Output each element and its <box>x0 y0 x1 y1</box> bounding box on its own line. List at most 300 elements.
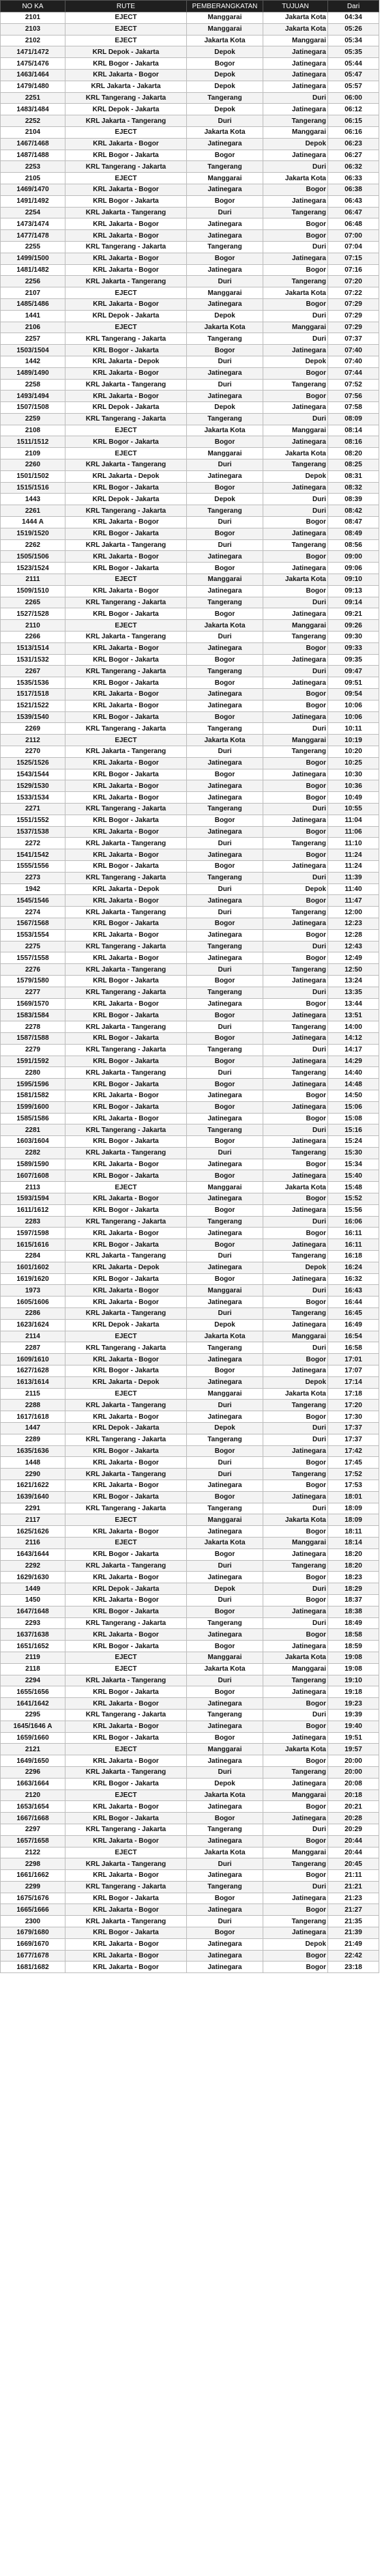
cell-pemberangkatan: Jatinegara <box>187 138 263 150</box>
cell-pemberangkatan: Jakarta Kota <box>187 1331 263 1342</box>
cell-tujuan: Manggarai <box>263 1537 328 1548</box>
table-row <box>1 115 379 127</box>
cell-no-ka: 2115 <box>1 1388 65 1400</box>
table-row <box>1 769 379 780</box>
cell-tujuan: Jatinegara <box>263 1136 328 1148</box>
cell-pemberangkatan: Jakarta Kota <box>187 1663 263 1675</box>
cell-no-ka: 2121 <box>1 1744 65 1755</box>
cell-rute: KRL Jakarta - Bogor <box>65 1354 187 1365</box>
cell-tujuan: Bogor <box>263 264 328 276</box>
cell-rute: KRL Jakarta - Bogor <box>65 1870 187 1882</box>
cell-pemberangkatan: Jatinegara <box>187 1159 263 1170</box>
cell-no-ka: 2117 <box>1 1514 65 1526</box>
cell-no-ka: 1551/1552 <box>1 815 65 826</box>
cell-pemberangkatan: Duri <box>187 1858 263 1870</box>
cell-no-ka: 1607/1608 <box>1 1170 65 1182</box>
cell-pemberangkatan: Jatinegara <box>187 1962 263 1973</box>
cell-tujuan: Duri <box>263 161 328 173</box>
cell-rute: EJECT <box>65 1514 187 1526</box>
cell-dari: 14:48 <box>328 1079 379 1090</box>
cell-rute: KRL Jakarta - Depok <box>65 356 187 367</box>
table-row <box>1 1847 379 1858</box>
cell-no-ka: 2270 <box>1 746 65 758</box>
cell-rute: KRL Depok - Jakarta <box>65 402 187 414</box>
cell-pemberangkatan: Depok <box>187 1423 263 1434</box>
cell-dari: 14:29 <box>328 1056 379 1067</box>
table-row <box>1 1297 379 1308</box>
cell-tujuan: Jatinegara <box>263 345 328 356</box>
table-row <box>1 1388 379 1400</box>
cell-dari: 06:00 <box>328 92 379 104</box>
cell-rute: KRL Jakarta - Tangerang <box>65 1067 187 1079</box>
table-row <box>1 436 379 448</box>
cell-rute: KRL Jakarta - Bogor <box>65 1411 187 1423</box>
table-row <box>1 597 379 608</box>
cell-no-ka: 1469/1470 <box>1 184 65 195</box>
cell-pemberangkatan: Jatinegara <box>187 849 263 861</box>
cell-pemberangkatan: Duri <box>187 539 263 551</box>
cell-dari: 14:17 <box>328 1044 379 1056</box>
cell-no-ka: 1509/1510 <box>1 585 65 597</box>
cell-rute: KRL Jakarta - Tangerang <box>65 1147 187 1159</box>
cell-no-ka: 1579/1580 <box>1 975 65 987</box>
cell-rute: KRL Jakarta - Bogor <box>65 1228 187 1239</box>
cell-no-ka: 2258 <box>1 379 65 391</box>
cell-no-ka: 2259 <box>1 413 65 425</box>
cell-pemberangkatan: Bogor <box>187 58 263 70</box>
table-row <box>1 1629 379 1641</box>
cell-rute: KRL Jakarta - Bogor <box>65 391 187 402</box>
table-row <box>1 138 379 150</box>
cell-dari: 10:06 <box>328 711 379 723</box>
cell-rute: KRL Tangerang - Jakarta <box>65 803 187 815</box>
cell-no-ka: 1567/1568 <box>1 918 65 929</box>
cell-no-ka: 1543/1544 <box>1 769 65 780</box>
cell-tujuan: Tangerang <box>263 1766 328 1778</box>
cell-rute: KRL Bogor - Jakarta <box>65 1056 187 1067</box>
cell-rute: KRL Bogor - Jakarta <box>65 1365 187 1377</box>
cell-dari: 09:14 <box>328 597 379 608</box>
cell-pemberangkatan: Manggarai <box>187 1182 263 1193</box>
cell-rute: KRL Jakarta - Tangerang <box>65 1766 187 1778</box>
cell-dari: 17:07 <box>328 1365 379 1377</box>
cell-rute: EJECT <box>65 1652 187 1663</box>
cell-pemberangkatan: Jatinegara <box>187 184 263 195</box>
table-row <box>1 218 379 230</box>
cell-tujuan: Bogor <box>263 1090 328 1101</box>
cell-tujuan: Tangerang <box>263 632 328 643</box>
table-row <box>1 907 379 918</box>
table-row <box>1 1480 379 1492</box>
cell-pemberangkatan: Jakarta Kota <box>187 322 263 333</box>
cell-dari: 18:59 <box>328 1641 379 1652</box>
cell-tujuan: Jatinegara <box>263 654 328 666</box>
table-row <box>1 1308 379 1320</box>
cell-rute: KRL Jakarta - Bogor <box>65 1938 187 1950</box>
cell-rute: KRL Jakarta - Bogor <box>65 1698 187 1710</box>
cell-dari: 15:24 <box>328 1136 379 1148</box>
cell-dari: 10:36 <box>328 780 379 792</box>
cell-dari: 10:06 <box>328 700 379 711</box>
cell-pemberangkatan: Tangerang <box>187 1216 263 1228</box>
cell-pemberangkatan: Depok <box>187 81 263 92</box>
cell-tujuan: Bogor <box>263 1801 328 1813</box>
cell-pemberangkatan: Bogor <box>187 1365 263 1377</box>
cell-no-ka: 2298 <box>1 1858 65 1870</box>
cell-pemberangkatan: Jatinegara <box>187 1526 263 1538</box>
cell-rute: KRL Depok - Jakarta <box>65 1423 187 1434</box>
cell-no-ka: 2267 <box>1 666 65 677</box>
cell-no-ka: 1517/1518 <box>1 689 65 700</box>
cell-no-ka: 1621/1622 <box>1 1480 65 1492</box>
cell-rute: KRL Jakarta - Tangerang <box>65 1675 187 1686</box>
table-row <box>1 975 379 987</box>
cell-tujuan: Bogor <box>263 230 328 242</box>
cell-tujuan: Jatinegara <box>263 1813 328 1824</box>
cell-tujuan: Jatinegara <box>263 528 328 539</box>
cell-dari: 06:16 <box>328 126 379 138</box>
cell-no-ka: 1629/1630 <box>1 1572 65 1583</box>
cell-pemberangkatan: Tangerang <box>187 92 263 104</box>
cell-dari: 11:24 <box>328 860 379 872</box>
cell-rute: KRL Jakarta - Tangerang <box>65 1916 187 1927</box>
cell-no-ka: 1491/1492 <box>1 195 65 207</box>
cell-tujuan: Tangerang <box>263 1560 328 1572</box>
cell-rute: KRL Bogor - Jakarta <box>65 1239 187 1251</box>
cell-no-ka: 2103 <box>1 23 65 35</box>
cell-no-ka: 1535/1536 <box>1 677 65 689</box>
header-dari: Dari <box>328 1 379 12</box>
cell-dari: 21:49 <box>328 1938 379 1950</box>
cell-dari: 13:51 <box>328 1010 379 1021</box>
cell-dari: 08:56 <box>328 539 379 551</box>
cell-dari: 10:49 <box>328 792 379 804</box>
cell-rute: KRL Jakarta - Tangerang <box>65 838 187 849</box>
table-row <box>1 505 379 517</box>
cell-no-ka: 2300 <box>1 1916 65 1927</box>
cell-tujuan: Jakarta Kota <box>263 23 328 35</box>
cell-rute: KRL Jakarta - Bogor <box>65 1113 187 1124</box>
cell-no-ka: 1523/1524 <box>1 563 65 574</box>
cell-no-ka: 2252 <box>1 115 65 127</box>
table-row <box>1 551 379 563</box>
cell-rute: EJECT <box>65 620 187 632</box>
cell-no-ka: 2265 <box>1 597 65 608</box>
cell-pemberangkatan: Jatinegara <box>187 1870 263 1882</box>
cell-pemberangkatan: Bogor <box>187 436 263 448</box>
cell-pemberangkatan: Jatinegara <box>187 585 263 597</box>
cell-no-ka: 2274 <box>1 907 65 918</box>
cell-pemberangkatan: Duri <box>187 1021 263 1033</box>
table-row <box>1 1204 379 1216</box>
table-row <box>1 287 379 299</box>
table-row <box>1 883 379 895</box>
cell-tujuan: Bogor <box>263 700 328 711</box>
cell-pemberangkatan: Bogor <box>187 1010 263 1021</box>
cell-tujuan: Jakarta Kota <box>263 574 328 586</box>
cell-no-ka: 1667/1668 <box>1 1813 65 1824</box>
cell-dari: 09:13 <box>328 585 379 597</box>
cell-no-ka: 1483/1484 <box>1 104 65 115</box>
cell-rute: KRL Jakarta - Depok <box>65 470 187 482</box>
cell-pemberangkatan: Jatinegara <box>187 929 263 941</box>
cell-dari: 09:21 <box>328 608 379 620</box>
cell-dari: 18:20 <box>328 1560 379 1572</box>
cell-no-ka: 2276 <box>1 964 65 976</box>
cell-dari: 16:58 <box>328 1342 379 1354</box>
cell-pemberangkatan: Depok <box>187 46 263 58</box>
cell-no-ka: 2273 <box>1 872 65 883</box>
table-row <box>1 173 379 184</box>
table-row <box>1 1228 379 1239</box>
cell-tujuan: Bogor <box>263 1113 328 1124</box>
cell-dari: 19:39 <box>328 1709 379 1721</box>
cell-pemberangkatan: Bogor <box>187 345 263 356</box>
cell-tujuan: Jakarta Kota <box>263 173 328 184</box>
cell-no-ka: 2110 <box>1 620 65 632</box>
cell-no-ka: 1481/1482 <box>1 264 65 276</box>
cell-no-ka: 1583/1584 <box>1 1010 65 1021</box>
table-row <box>1 1824 379 1835</box>
cell-tujuan: Jatinegara <box>263 1010 328 1021</box>
cell-dari: 11:47 <box>328 895 379 907</box>
table-row <box>1 1709 379 1721</box>
cell-dari: 05:26 <box>328 23 379 35</box>
cell-pemberangkatan: Depok <box>187 1319 263 1331</box>
cell-rute: KRL Bogor - Jakarta <box>65 1032 187 1044</box>
cell-dari: 21:11 <box>328 1870 379 1882</box>
cell-no-ka: 2260 <box>1 459 65 471</box>
cell-tujuan: Jatinegara <box>263 1032 328 1044</box>
table-row <box>1 391 379 402</box>
cell-dari: 15:40 <box>328 1170 379 1182</box>
cell-dari: 10:20 <box>328 746 379 758</box>
cell-pemberangkatan: Jatinegara <box>187 1297 263 1308</box>
cell-dari: 09:47 <box>328 666 379 677</box>
cell-tujuan: Duri <box>263 333 328 345</box>
cell-rute: KRL Jakarta - Bogor <box>65 1594 187 1606</box>
cell-tujuan: Jatinegara <box>263 1491 328 1503</box>
cell-tujuan: Duri <box>263 413 328 425</box>
cell-no-ka: 1503/1504 <box>1 345 65 356</box>
cell-dari: 18:09 <box>328 1514 379 1526</box>
cell-no-ka: 1557/1558 <box>1 952 65 964</box>
table-row <box>1 1469 379 1480</box>
cell-pemberangkatan: Bogor <box>187 1204 263 1216</box>
cell-no-ka: 2293 <box>1 1617 65 1629</box>
cell-rute: KRL Bogor - Jakarta <box>65 1778 187 1789</box>
cell-dari: 10:55 <box>328 803 379 815</box>
table-row <box>1 642 379 654</box>
cell-pemberangkatan: Duri <box>187 1916 263 1927</box>
table-row <box>1 711 379 723</box>
cell-rute: KRL Jakarta - Bogor <box>65 1962 187 1973</box>
cell-tujuan: Duri <box>263 723 328 735</box>
table-row <box>1 1755 379 1767</box>
cell-no-ka: 1643/1644 <box>1 1548 65 1560</box>
cell-rute: KRL Bogor - Jakarta <box>65 436 187 448</box>
cell-pemberangkatan: Tangerang <box>187 987 263 998</box>
cell-no-ka: 2118 <box>1 1663 65 1675</box>
cell-pemberangkatan: Manggarai <box>187 12 263 24</box>
cell-rute: KRL Jakarta - Bogor <box>65 184 187 195</box>
cell-no-ka: 1623/1624 <box>1 1319 65 1331</box>
cell-tujuan: Bogor <box>263 1572 328 1583</box>
table-row <box>1 1594 379 1606</box>
table-row <box>1 264 379 276</box>
cell-dari: 15:08 <box>328 1113 379 1124</box>
cell-rute: KRL Jakarta - Bogor <box>65 1801 187 1813</box>
cell-dari: 15:52 <box>328 1193 379 1205</box>
cell-no-ka: 2102 <box>1 35 65 46</box>
cell-dari: 21:23 <box>328 1893 379 1904</box>
cell-no-ka: 2255 <box>1 241 65 253</box>
table-row <box>1 46 379 58</box>
cell-dari: 18:09 <box>328 1503 379 1514</box>
cell-tujuan: Bogor <box>263 1962 328 1973</box>
cell-no-ka: 2277 <box>1 987 65 998</box>
cell-no-ka: 1444 A <box>1 517 65 528</box>
cell-rute: KRL Tangerang - Jakarta <box>65 1434 187 1445</box>
cell-no-ka: 1471/1472 <box>1 46 65 58</box>
cell-pemberangkatan: Bogor <box>187 1686 263 1698</box>
cell-rute: KRL Jakarta - Bogor <box>65 1297 187 1308</box>
cell-rute: KRL Bogor - Jakarta <box>65 528 187 539</box>
table-row <box>1 448 379 459</box>
table-body <box>1 12 379 1973</box>
cell-dari: 17:42 <box>328 1445 379 1457</box>
cell-pemberangkatan: Bogor <box>187 195 263 207</box>
cell-pemberangkatan: Jatinegara <box>187 952 263 964</box>
cell-tujuan: Jatinegara <box>263 150 328 161</box>
cell-rute: KRL Jakarta - Tangerang <box>65 632 187 643</box>
cell-pemberangkatan: Jatinegara <box>187 1262 263 1273</box>
cell-tujuan: Bogor <box>263 1904 328 1916</box>
cell-no-ka: 2299 <box>1 1881 65 1893</box>
cell-pemberangkatan: Tangerang <box>187 941 263 952</box>
table-row <box>1 952 379 964</box>
cell-rute: KRL Tangerang - Jakarta <box>65 723 187 735</box>
table-row <box>1 1514 379 1526</box>
cell-no-ka: 1645/1646 A <box>1 1721 65 1732</box>
cell-pemberangkatan: Bogor <box>187 860 263 872</box>
table-row <box>1 585 379 597</box>
cell-rute: KRL Tangerang - Jakarta <box>65 92 187 104</box>
table-row <box>1 1870 379 1882</box>
cell-no-ka: 2106 <box>1 322 65 333</box>
table-row <box>1 1686 379 1698</box>
cell-no-ka: 2116 <box>1 1537 65 1548</box>
cell-tujuan: Duri <box>263 494 328 505</box>
cell-dari: 07:20 <box>328 276 379 287</box>
cell-tujuan: Duri <box>263 1124 328 1136</box>
cell-rute: KRL Depok - Jakarta <box>65 104 187 115</box>
cell-dari: 16:54 <box>328 1331 379 1342</box>
cell-no-ka: 2101 <box>1 12 65 24</box>
cell-dari: 17:14 <box>328 1376 379 1388</box>
cell-tujuan: Tangerang <box>263 746 328 758</box>
table-row <box>1 402 379 414</box>
cell-pemberangkatan: Tangerang <box>187 1342 263 1354</box>
cell-no-ka: 1513/1514 <box>1 642 65 654</box>
cell-pemberangkatan: Jatinegara <box>187 700 263 711</box>
table-row <box>1 1056 379 1067</box>
cell-rute: KRL Jakarta - Bogor <box>65 826 187 838</box>
cell-no-ka: 1473/1474 <box>1 218 65 230</box>
table-row <box>1 1273 379 1285</box>
cell-rute: KRL Bogor - Jakarta <box>65 815 187 826</box>
cell-dari: 20:44 <box>328 1835 379 1847</box>
cell-pemberangkatan: Manggarai <box>187 23 263 35</box>
cell-rute: KRL Bogor - Jakarta <box>65 345 187 356</box>
table-row <box>1 563 379 574</box>
cell-pemberangkatan: Bogor <box>187 654 263 666</box>
cell-no-ka: 1609/1610 <box>1 1354 65 1365</box>
cell-rute: KRL Jakarta - Tangerang <box>65 1858 187 1870</box>
cell-rute: KRL Jakarta - Bogor <box>65 1721 187 1732</box>
cell-rute: EJECT <box>65 23 187 35</box>
table-row <box>1 872 379 883</box>
cell-no-ka: 1641/1642 <box>1 1698 65 1710</box>
cell-rute: KRL Tangerang - Jakarta <box>65 1044 187 1056</box>
cell-no-ka: 2286 <box>1 1308 65 1320</box>
cell-rute: KRL Tangerang - Jakarta <box>65 333 187 345</box>
cell-pemberangkatan: Duri <box>187 1469 263 1480</box>
cell-tujuan: Bogor <box>263 1159 328 1170</box>
cell-no-ka: 2111 <box>1 574 65 586</box>
table-row <box>1 1503 379 1514</box>
cell-pemberangkatan: Tangerang <box>187 1881 263 1893</box>
cell-tujuan: Duri <box>263 1423 328 1434</box>
cell-no-ka: 1627/1628 <box>1 1365 65 1377</box>
cell-dari: 15:30 <box>328 1147 379 1159</box>
cell-no-ka: 1553/1554 <box>1 929 65 941</box>
cell-tujuan: Bogor <box>263 1835 328 1847</box>
cell-tujuan: Jatinegara <box>263 58 328 70</box>
cell-rute: KRL Jakarta - Tangerang <box>65 379 187 391</box>
cell-rute: KRL Bogor - Jakarta <box>65 150 187 161</box>
cell-pemberangkatan: Duri <box>187 1308 263 1320</box>
cell-pemberangkatan: Duri <box>187 907 263 918</box>
cell-dari: 13:44 <box>328 998 379 1010</box>
table-row <box>1 1365 379 1377</box>
cell-pemberangkatan: Duri <box>187 746 263 758</box>
table-row <box>1 1354 379 1365</box>
cell-tujuan: Jatinegara <box>263 1079 328 1090</box>
cell-tujuan: Jatinegara <box>263 1170 328 1182</box>
cell-pemberangkatan: Duri <box>187 1251 263 1262</box>
cell-dari: 09:54 <box>328 689 379 700</box>
cell-rute: KRL Jakarta - Tangerang <box>65 964 187 976</box>
table-row <box>1 1548 379 1560</box>
cell-tujuan: Tangerang <box>263 207 328 218</box>
cell-no-ka: 1475/1476 <box>1 58 65 70</box>
cell-tujuan: Duri <box>263 1824 328 1835</box>
cell-tujuan: Bogor <box>263 1698 328 1710</box>
cell-no-ka: 1442 <box>1 356 65 367</box>
cell-dari: 07:15 <box>328 253 379 264</box>
cell-pemberangkatan: Jakarta Kota <box>187 735 263 746</box>
table-row <box>1 1927 379 1939</box>
cell-no-ka: 1605/1606 <box>1 1297 65 1308</box>
cell-pemberangkatan: Depok <box>187 1778 263 1789</box>
cell-rute: KRL Jakarta - Depok <box>65 883 187 895</box>
cell-dari: 10:30 <box>328 769 379 780</box>
cell-tujuan: Jatinegara <box>263 436 328 448</box>
table-row <box>1 1813 379 1824</box>
cell-tujuan: Duri <box>263 597 328 608</box>
table-row <box>1 964 379 976</box>
